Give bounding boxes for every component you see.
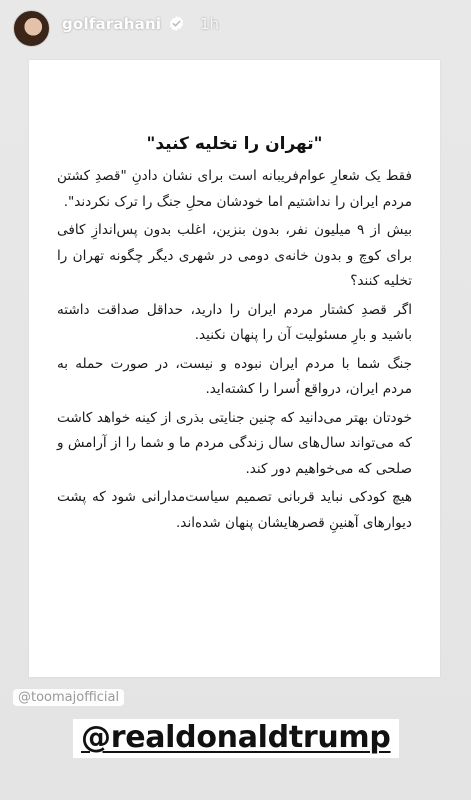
statement-paragraph: اگر قصدِ کشتار مردم ایران را دارید، حداقل صداقت داشته باشید و بارِ مسئولیت آن را پنهان نکنید.: [57, 301, 412, 343]
mention-sticker-small[interactable]: @toomajofficial: [13, 689, 124, 706]
profile-avatar[interactable]: [13, 10, 50, 47]
story-header: [0, 0, 471, 56]
statement-title: "تهران را تخلیه کنید": [146, 134, 323, 154]
statement-paragraph: خودتان بهتر می‌دانید که چنین جنایتی بذری از کینه خواهد کاشت که می‌تواند سال‌های سال زندگی مردم ما و شما را از آرامش و صلحی که می‌خواهیم دور کند.: [57, 409, 412, 477]
post-time: 1h: [200, 15, 220, 33]
statement-text: [29, 60, 440, 536]
statement-paragraph: بیش از ۹ میلیون نفر، بدون بنزین، اغلب بدون پس‌اندازِ کافی برای کوچ و بدون خانه‌ی دومی در شهری دیگر چگونه تهران را تخلیه کنند؟: [57, 222, 412, 289]
statement-paragraph: فقط یک شعارِ عوام‌فریبانه است برای نشان دادنِ "قصدِ کشتن مردم ایران را نداشتیم اما خودشان محلِ جنگ را ترک نکردند".: [57, 168, 412, 210]
username[interactable]: golfarahani: [62, 15, 162, 33]
statement-card: [29, 60, 440, 677]
mention-sticker-large[interactable]: @realdonaldtrump: [73, 719, 399, 758]
verified-badge-icon: [168, 15, 185, 32]
statement-paragraph: هیچ کودکی نباید قربانی تصمیم سیاست‌مدارانی شود که پشت دیوارهای آهنینِ قصرهایشان پنهان شده‌اند.: [57, 489, 412, 531]
statement-paragraph: جنگ شما با مردم ایران نبوده و نیست، در صورت حمله به مردم ایران، درواقع اُسرا را کشته‌اید.: [57, 355, 412, 397]
